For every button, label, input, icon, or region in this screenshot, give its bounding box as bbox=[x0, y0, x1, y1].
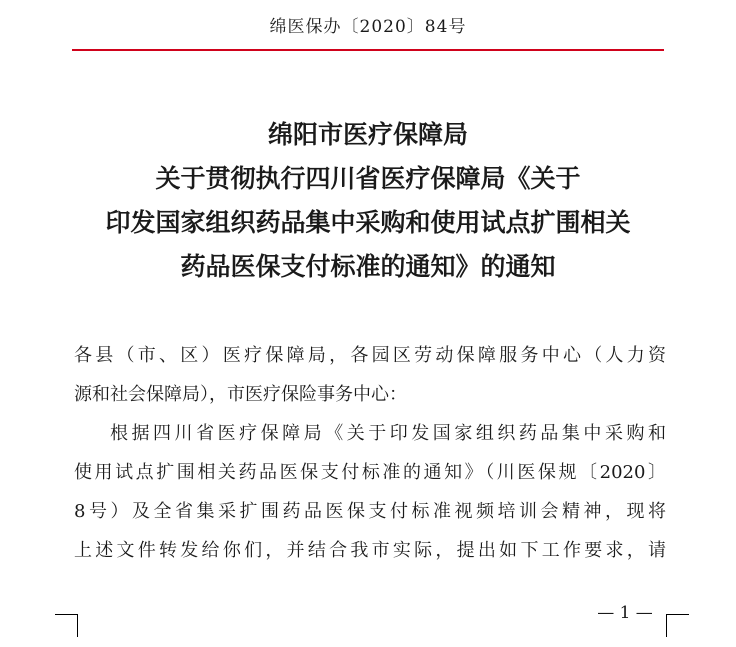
title-line: 药品医保支付标准的通知》的通知 bbox=[180, 252, 556, 281]
document-title bbox=[60, 113, 676, 289]
body-line: 8号）及全省集采扩围药品医保支付标准视频培训会精神，现将 bbox=[74, 501, 666, 522]
body-line: 根据四川省医疗保障局《关于印发国家组织药品集中采购和 bbox=[110, 423, 666, 444]
title-line: 绵阳市医疗保障局 bbox=[267, 120, 468, 149]
crop-mark-left bbox=[55, 614, 78, 637]
body-line: 各县（市、区）医疗保障局，各园区劳动保障服务中心（人力资 bbox=[74, 345, 666, 366]
body-paragraph bbox=[74, 414, 666, 570]
title-line: 关于贯彻执行四川省医疗保障局《关于 bbox=[155, 164, 581, 193]
salutation-paragraph bbox=[74, 336, 666, 414]
title-line: 印发国家组织药品集中采购和使用试点扩围相关 bbox=[105, 208, 631, 237]
document-body bbox=[74, 336, 666, 570]
crop-mark-right bbox=[666, 614, 689, 637]
body-line: 使用试点扩围相关药品医保支付标准的通知》（川医保规〔2020〕 bbox=[74, 462, 666, 483]
page-number: — 1 — bbox=[597, 603, 653, 623]
body-line: 上述文件转发给你们，并结合我市实际，提出如下工作要求，请 bbox=[74, 540, 666, 561]
document-number: 绵医保办〔2020〕84号 bbox=[269, 17, 467, 37]
red-header-rule bbox=[72, 49, 664, 51]
body-line: 源和社会保障局），市医疗保险事务中心： bbox=[74, 384, 407, 405]
